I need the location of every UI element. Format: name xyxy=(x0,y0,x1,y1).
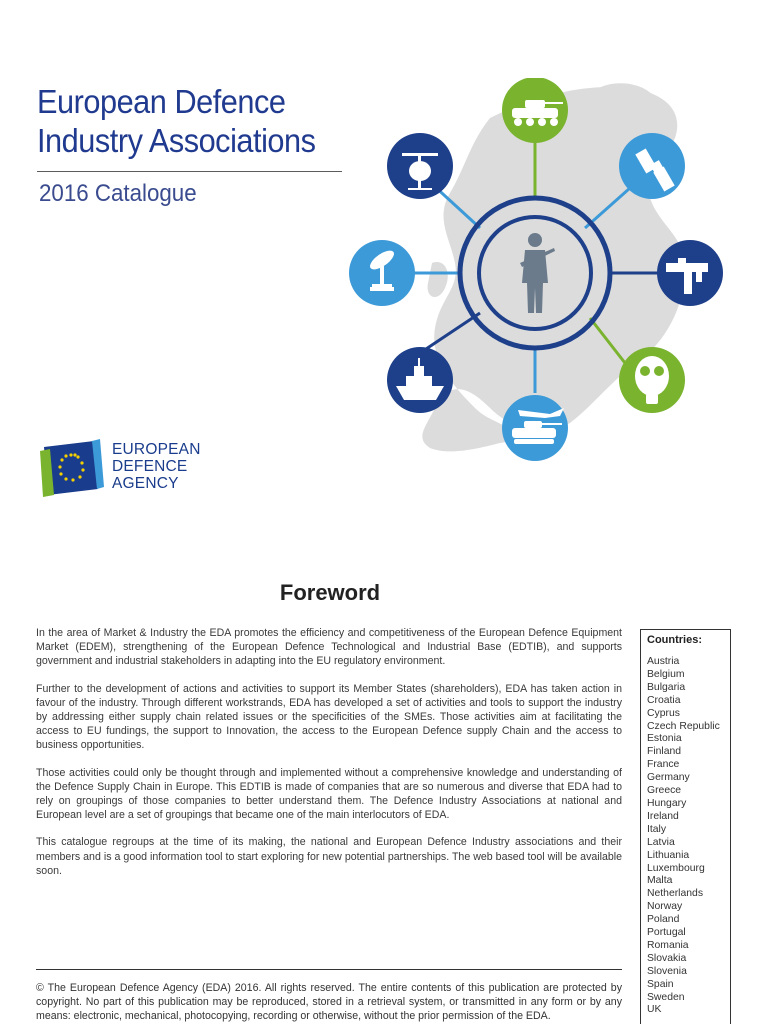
country-item: France xyxy=(647,759,680,771)
foreword-paragraph-2: Further to the development of actions and activities to support its Member States (shareholders), EDA has taken action in favour of the industry. Through different workstrands, EDA has developed a set of activities and tools to support the industry by addressing either supply chain related issues or the specificities of the SMEs. Those activities aim at facilitating the access to EU fundings, the support to Innovation, the access to the European Defence supply Chain and the access to business opportunities. xyxy=(36,682,622,752)
country-item: Luxembourg xyxy=(647,862,705,874)
country-item: Czech Republic xyxy=(647,720,720,732)
eda-logo xyxy=(40,433,210,501)
foreword-heading: Foreword xyxy=(279,580,381,605)
foreword-paragraph-3: Those activities could only be thought through and implemented without a comprehensive knowledge and understanding of the Defence Supply Chain in Europe. This EDTIB is made of companies that are so numerous and diverse that EDA had to rely on groupings of those companies to better understand them. The Defence Industry Associations at national and European level are a set of groupings that became one of the main interlocutors of EDA. xyxy=(36,766,622,822)
foreword-paragraph-4: This catalogue regroups at the time of its making, the national and European Defence Industry associations and their members and is a good information tool to start exploring for new potential partnerships. The web based tool will be available soon. xyxy=(36,836,622,877)
satellite-icon xyxy=(619,133,685,199)
country-item: Estonia xyxy=(647,733,682,745)
country-item: Greece xyxy=(647,785,682,797)
title-line-1: European Defence xyxy=(37,83,286,120)
country-item: Ireland xyxy=(647,810,679,822)
country-item: UK xyxy=(647,1004,662,1016)
antenna-icon xyxy=(349,240,415,306)
helicopter-icon xyxy=(387,133,453,199)
warship-icon xyxy=(387,347,453,413)
country-item: Cyprus xyxy=(647,707,680,719)
country-item: Slovakia xyxy=(647,952,687,964)
page-title xyxy=(37,82,335,160)
tank-icon xyxy=(502,78,568,143)
country-item: Austria xyxy=(647,656,680,667)
aircraft-tank-icon xyxy=(502,395,568,461)
country-item: Sweden xyxy=(647,991,685,1003)
footer-divider xyxy=(36,969,622,970)
country-item: Norway xyxy=(647,901,683,913)
country-item: Latvia xyxy=(647,836,675,848)
country-item: Italy xyxy=(647,823,667,835)
country-item: Poland xyxy=(647,914,680,926)
eda-wordmark: EUROPEAN DEFENCE AGENCY xyxy=(112,441,201,492)
country-item: Bulgaria xyxy=(647,681,686,693)
eu-flag-icon xyxy=(40,437,104,497)
country-item: Germany xyxy=(647,772,690,784)
country-item: Hungary xyxy=(647,797,687,809)
country-item: Netherlands xyxy=(647,888,704,900)
catalogue-subtitle: 2016 Catalogue xyxy=(39,180,197,207)
foreword-paragraph-1: In the area of Market & Industry the EDA promotes the efficiency and competitiveness of the European Defence Equipment Market (EDEM), strengthening of the European Defence Technological and Industrial Base (EDTIB), and supports government and industrial stakeholders in adapting into the EU regulatory environment. xyxy=(36,627,622,668)
countries-list xyxy=(647,656,730,1017)
country-item: Slovenia xyxy=(647,965,687,977)
country-item: Belgium xyxy=(647,668,685,680)
copyright-notice: © The European Defence Agency (EDA) 2016. All rights reserved. The entire contents of this publication are protected by copyright. No part of this publication may be reproduced, stored in a retrieval system, or transmitted in any form or by any means: electronic, mechanical, photocopying, recording or otherwise, without the prior permission of the EDA. xyxy=(36,982,622,1022)
title-line-2: Industry Associations xyxy=(37,122,316,159)
country-item: Finland xyxy=(647,746,682,758)
foreword-body xyxy=(36,626,622,891)
country-item: Lithuania xyxy=(647,849,690,861)
country-item: Spain xyxy=(647,978,674,990)
hero-graphic xyxy=(340,78,740,468)
gas-mask-icon xyxy=(619,347,685,413)
country-item: Malta xyxy=(647,875,673,887)
country-item: Romania xyxy=(647,939,689,951)
countries-title: Countries: xyxy=(647,634,702,646)
title-divider xyxy=(37,171,342,172)
countries-box xyxy=(640,629,731,1024)
submachine-gun-icon xyxy=(657,240,723,306)
country-item: Croatia xyxy=(647,694,681,706)
country-item: Portugal xyxy=(647,927,686,939)
